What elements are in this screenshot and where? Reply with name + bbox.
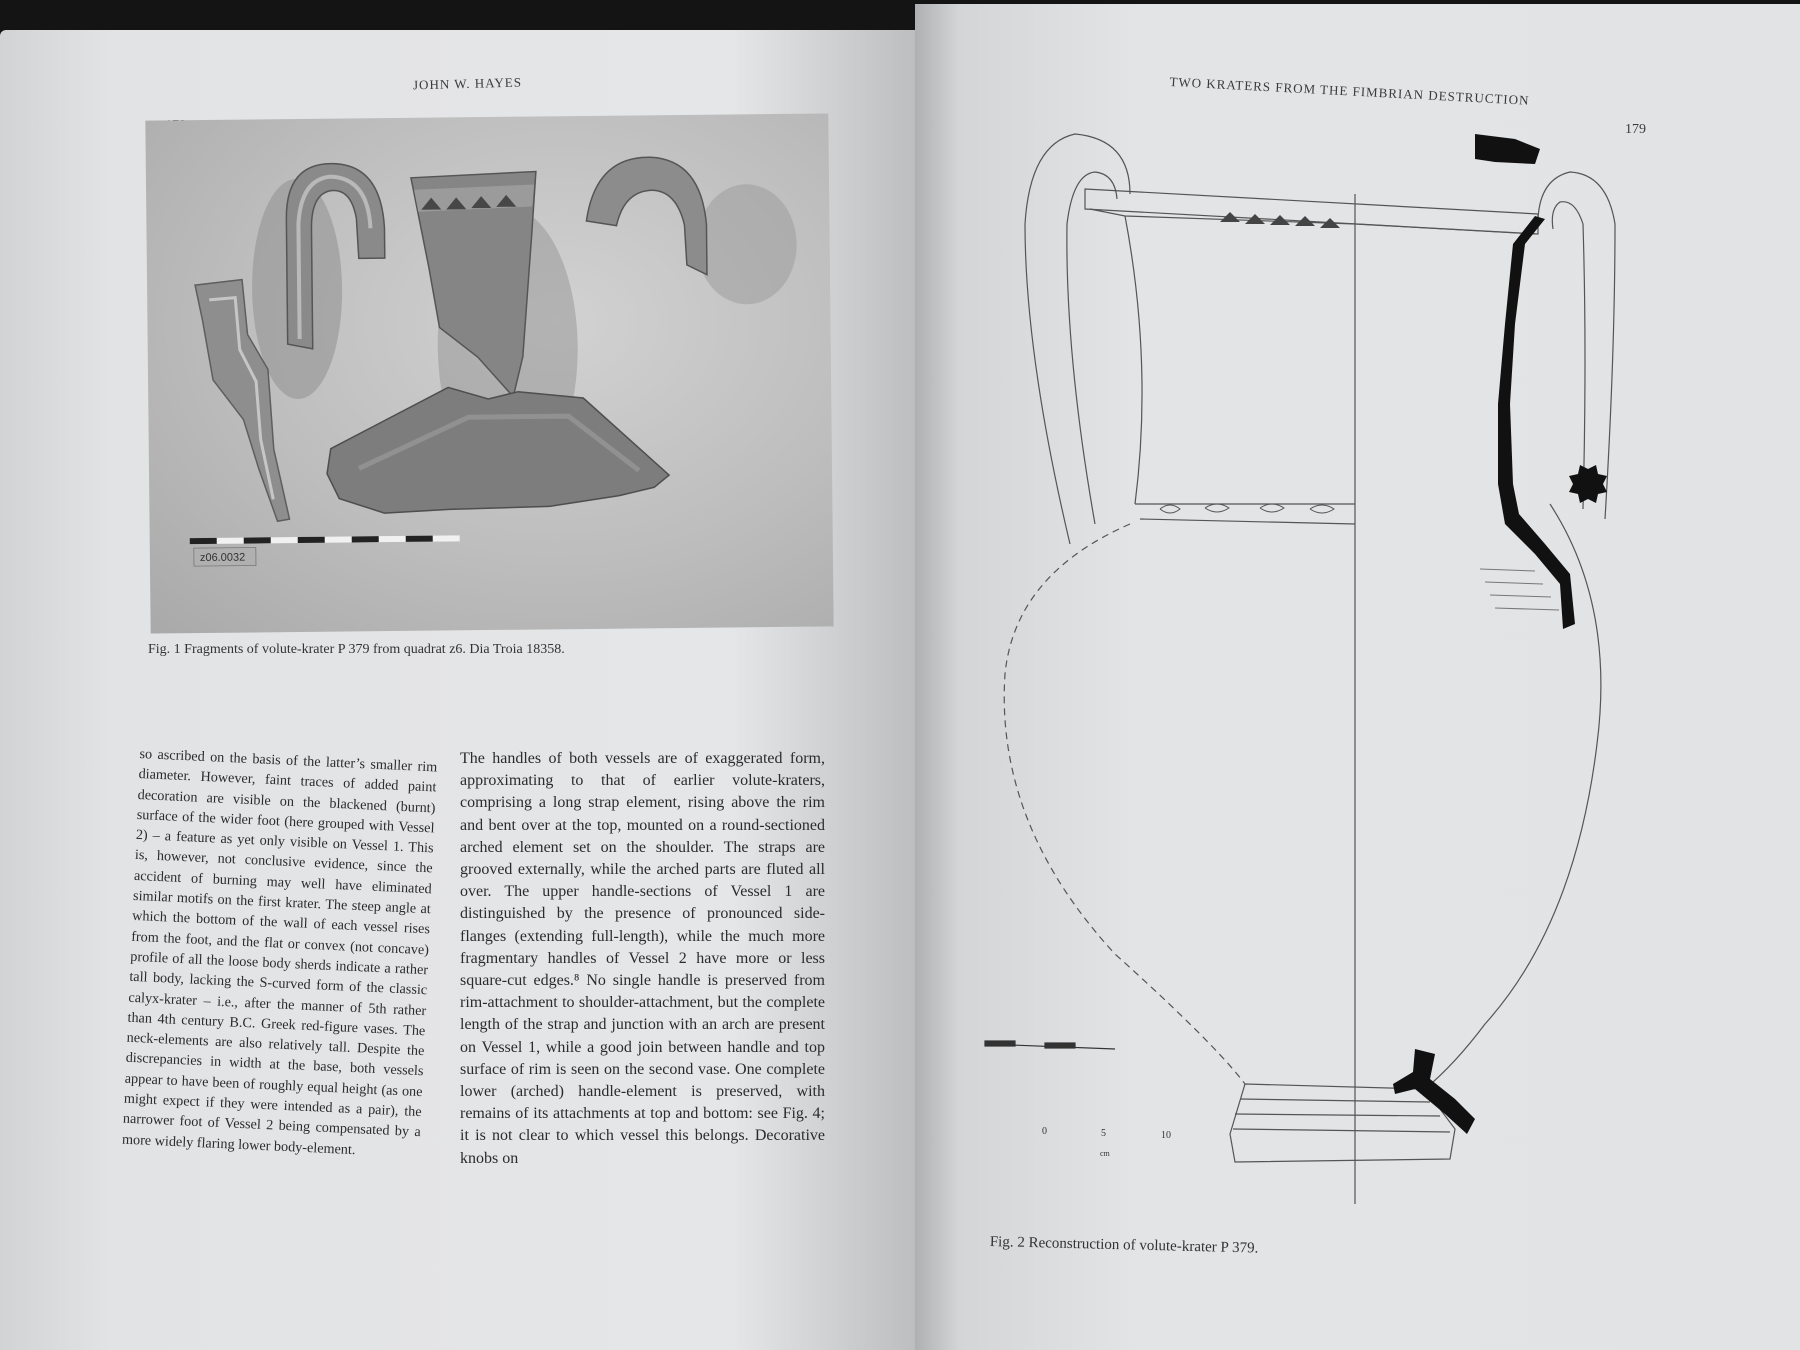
text-column-1-body: so ascribed on the basis of the latter’s smaller rim diameter. However, faint traces of added paint decoration are visible on the blackened (burnt) surface of the wider foot (here grouped with Vessel 2) – a feature as yet only visible on Vessel 1. This is, however, not conclusive evidence, since the accident of burning may well have eliminated similar motifs on the first krater. The steep angle at which the bottom of the wall of each vessel rises from the foot, and the flat or convex (not concave) profile of all the loose body sherds indicate a rather tall body, lacking the S-curved form of the classic calyx-krater – i.e., after the manner of 5th rather than 4th century B.C. Greek red-figure vases. The neck-elements are also relatively tall. Despite the discrepancies in width at the base, both vessels appear to have been of roughly equal height (as one might expect if they were intended as a pair), the narrower foot of Vessel 2 being compensated by a more widely flaring lower body-element. [121, 745, 438, 1158]
body-fragment [326, 385, 669, 514]
small-arch-fragment [586, 157, 707, 276]
scale-tick-0: 0 [1042, 1126, 1047, 1137]
text-column-2-body: The handles of both vessels are of exaggerated form, approximating to that of earlier volute-kraters, comprising a long strap element, rising above the rim and bent over at the top, mounted on a round-sectioned arched element set on the shoulder. The straps are grooved externally, while the arched parts are fluted all over. The upper handle-sections of Vessel 1 are distinguished by the presence of pronounced side-flanges (extending full-length), while the much more fragmentary handles of Vessel 2 have more or less square-cut edges.⁸ No single handle is preserved from rim-attachment to shoulder-attachment, but the complete length of the strap and junction with an arch are present on Vessel 1, while a good join between handle and top surface of rim is seen on the second vase. One complete lower (arched) handle-element is preserved, with remains of its attachments at top and bottom: see Fig. 4; it is not clear to which vessel this belongs. Decorative knobs on [460, 750, 825, 1167]
figure-2-caption: Fig. 2 Reconstruction of volute-krater P 379. [989, 1234, 1259, 1257]
foot-ring [1233, 1129, 1450, 1132]
krater-reconstruction-drawing [915, 104, 1695, 1234]
photo-label: z06.0032 [199, 551, 246, 565]
photo-scale-bar [190, 535, 460, 544]
left-page [0, 30, 915, 1350]
neck-band-decoration [1160, 504, 1334, 513]
right-handle-inner [1552, 202, 1585, 509]
neck-profile [1125, 216, 1142, 504]
body-profile-right [1425, 504, 1601, 1089]
right-page [915, 4, 1800, 1350]
neck-band-bottom [1140, 519, 1355, 524]
running-head-right: TWO KRATERS FROM THE FIMBRIAN DESTRUCTION [1169, 74, 1530, 108]
scale-unit: cm [1100, 1149, 1110, 1158]
fragments-photo [145, 113, 833, 633]
running-head-left: JOHN W. HAYES [412, 74, 523, 93]
section-profile [1498, 216, 1575, 629]
foot-section-black [1393, 1049, 1475, 1134]
text-column-2 [460, 748, 825, 1170]
scale-tick-5: 5 [1101, 1128, 1106, 1139]
rim-outline [1085, 189, 1538, 234]
knob-rosette [1569, 465, 1607, 503]
photo-illustration [145, 113, 833, 633]
rim-triangle-frieze [1220, 212, 1340, 228]
handle-section-black [1475, 134, 1540, 164]
text-column-1 [122, 744, 438, 1163]
figure-1-caption: Fig. 1 Fragments of volute-krater P 379 from quadrat z6. Dia Troia 18358. [148, 642, 565, 657]
drawing-scale-bar [985, 1041, 1115, 1049]
left-handle-inner [1067, 172, 1117, 524]
foot-ring [1240, 1099, 1430, 1102]
foot [1230, 1084, 1455, 1162]
scale-tick-10: 10 [1161, 1130, 1171, 1141]
page-number-right: 179 [1625, 122, 1646, 137]
shadow [696, 184, 797, 305]
foot-ring [1235, 1114, 1440, 1116]
left-handle-outer [1025, 134, 1130, 544]
body-profile-left [1004, 524, 1245, 1084]
right-handle-outer [1538, 172, 1615, 519]
hatching [1480, 569, 1559, 610]
